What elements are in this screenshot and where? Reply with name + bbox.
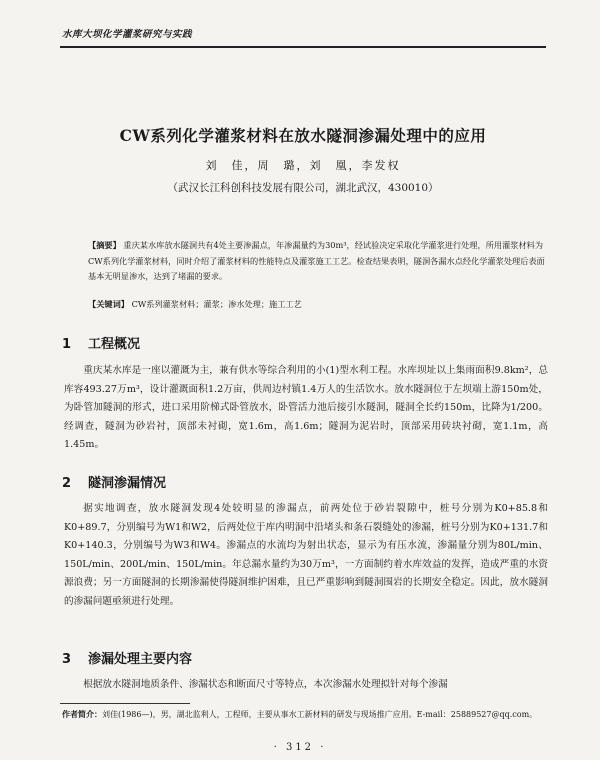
journal-running-head: 水库大坝化学灌浆研究与实践 <box>62 29 193 40</box>
footnote-text: 刘佳(1986—)，男，湖北监利人，工程师，主要从事水工新材料的研发与现场推广应用。E-mail：25889527@qq.com。 <box>102 710 538 719</box>
keywords-label: 【关键词】 <box>88 299 129 309</box>
section-3-paragraph: 根据放水隧洞地质条件、渗漏状态和断面尺寸等特点，本次渗漏水处理拟针对每个渗漏 <box>83 679 448 690</box>
section-title: 隧洞渗漏情况 <box>88 476 167 491</box>
section-number: 3 <box>62 652 72 667</box>
page-number: · 312 · <box>273 742 327 753</box>
abstract-text: 重庆某水库放水隧洞共有4处主要渗漏点，年渗漏量约为30m³，经试验决定采取化学灌浆进行处理，所用灌浆材料为CW系列化学灌浆材料，同时介绍了灌浆材料的性能特点及灌浆施工工艺。检查结果表明，隧洞各漏水点经化学灌浆处理后表面基本无明显渗水，达到了堵漏的要求。 <box>88 240 545 281</box>
section-title: 工程概况 <box>88 337 141 352</box>
keywords-text: CW系列灌浆材料；灌浆；渗水处理；施工工艺 <box>131 299 302 309</box>
section-3-heading <box>62 648 192 667</box>
section-number: 1 <box>62 337 72 352</box>
author-footnote <box>62 708 546 721</box>
keywords <box>88 297 548 311</box>
article-title: CW系列化学灌浆材料在放水隧洞渗漏处理中的应用 <box>119 126 487 145</box>
section-2-paragraph: 据实地调查，放水隧洞发现4处较明显的渗漏点，前两处位于砂岩裂隙中，桩号分别为K0+85.8和K0+89.7，分别编号为W1和W2，后两处位于库内明洞中沿堵头和条石裂缝处的渗漏，桩号分别为K0+131.7和K0+140.3，分别编号为W3和W4。渗漏点的水流均为射出状态，显示为有压水流，渗漏量分别为80L/min、150L/min、200L/min、150L/min。年总漏水量约为30万m³，一方面制约着水库效益的发挥，造成严重的水资源浪费；另一方面隧洞的长期渗漏使得隧洞维护困难，且已严重影响到隧洞围岩的长期安全稳定。因此，放水隧洞的渗漏问题亟须进行处理。 <box>64 503 548 607</box>
article-authors: 刘 佳，周 璐，刘 凰，李发权 <box>205 159 401 172</box>
abstract-label: 【摘要】 <box>88 240 121 250</box>
header-rule <box>60 46 546 48</box>
footnote-rule <box>60 703 190 704</box>
section-title: 渗漏处理主要内容 <box>88 652 193 667</box>
section-2-heading <box>62 472 166 491</box>
article-affiliation: （武汉长江科创科技发展有限公司，湖北武汉，430010） <box>167 182 439 194</box>
section-1-heading <box>62 333 140 352</box>
section-1-paragraph: 重庆某水库是一座以灌溉为主，兼有供水等综合利用的小(1)型水利工程。水库坝址以上集雨面积9.8km²，总库容493.27万m³，设计灌溉面积1.2万亩，供周边村镇1.4万人的生活饮水。放水隧洞位于左坝端上游150m处，为卧管加隧洞的形式，进口采用阶梯式卧管放水，卧管活力池后接引水隧洞，隧洞全长约150m，比降为1/200。经调查，隧洞为砂岩衬，顶部未衬砌，宽1.6m，高1.6m；隧洞为泥岩时，顶部采用砖块衬砌，宽1.1m，高1.45m。 <box>64 365 548 450</box>
section-number: 2 <box>62 476 72 491</box>
footnote-label: 作者简介： <box>62 709 102 719</box>
abstract <box>88 238 548 285</box>
